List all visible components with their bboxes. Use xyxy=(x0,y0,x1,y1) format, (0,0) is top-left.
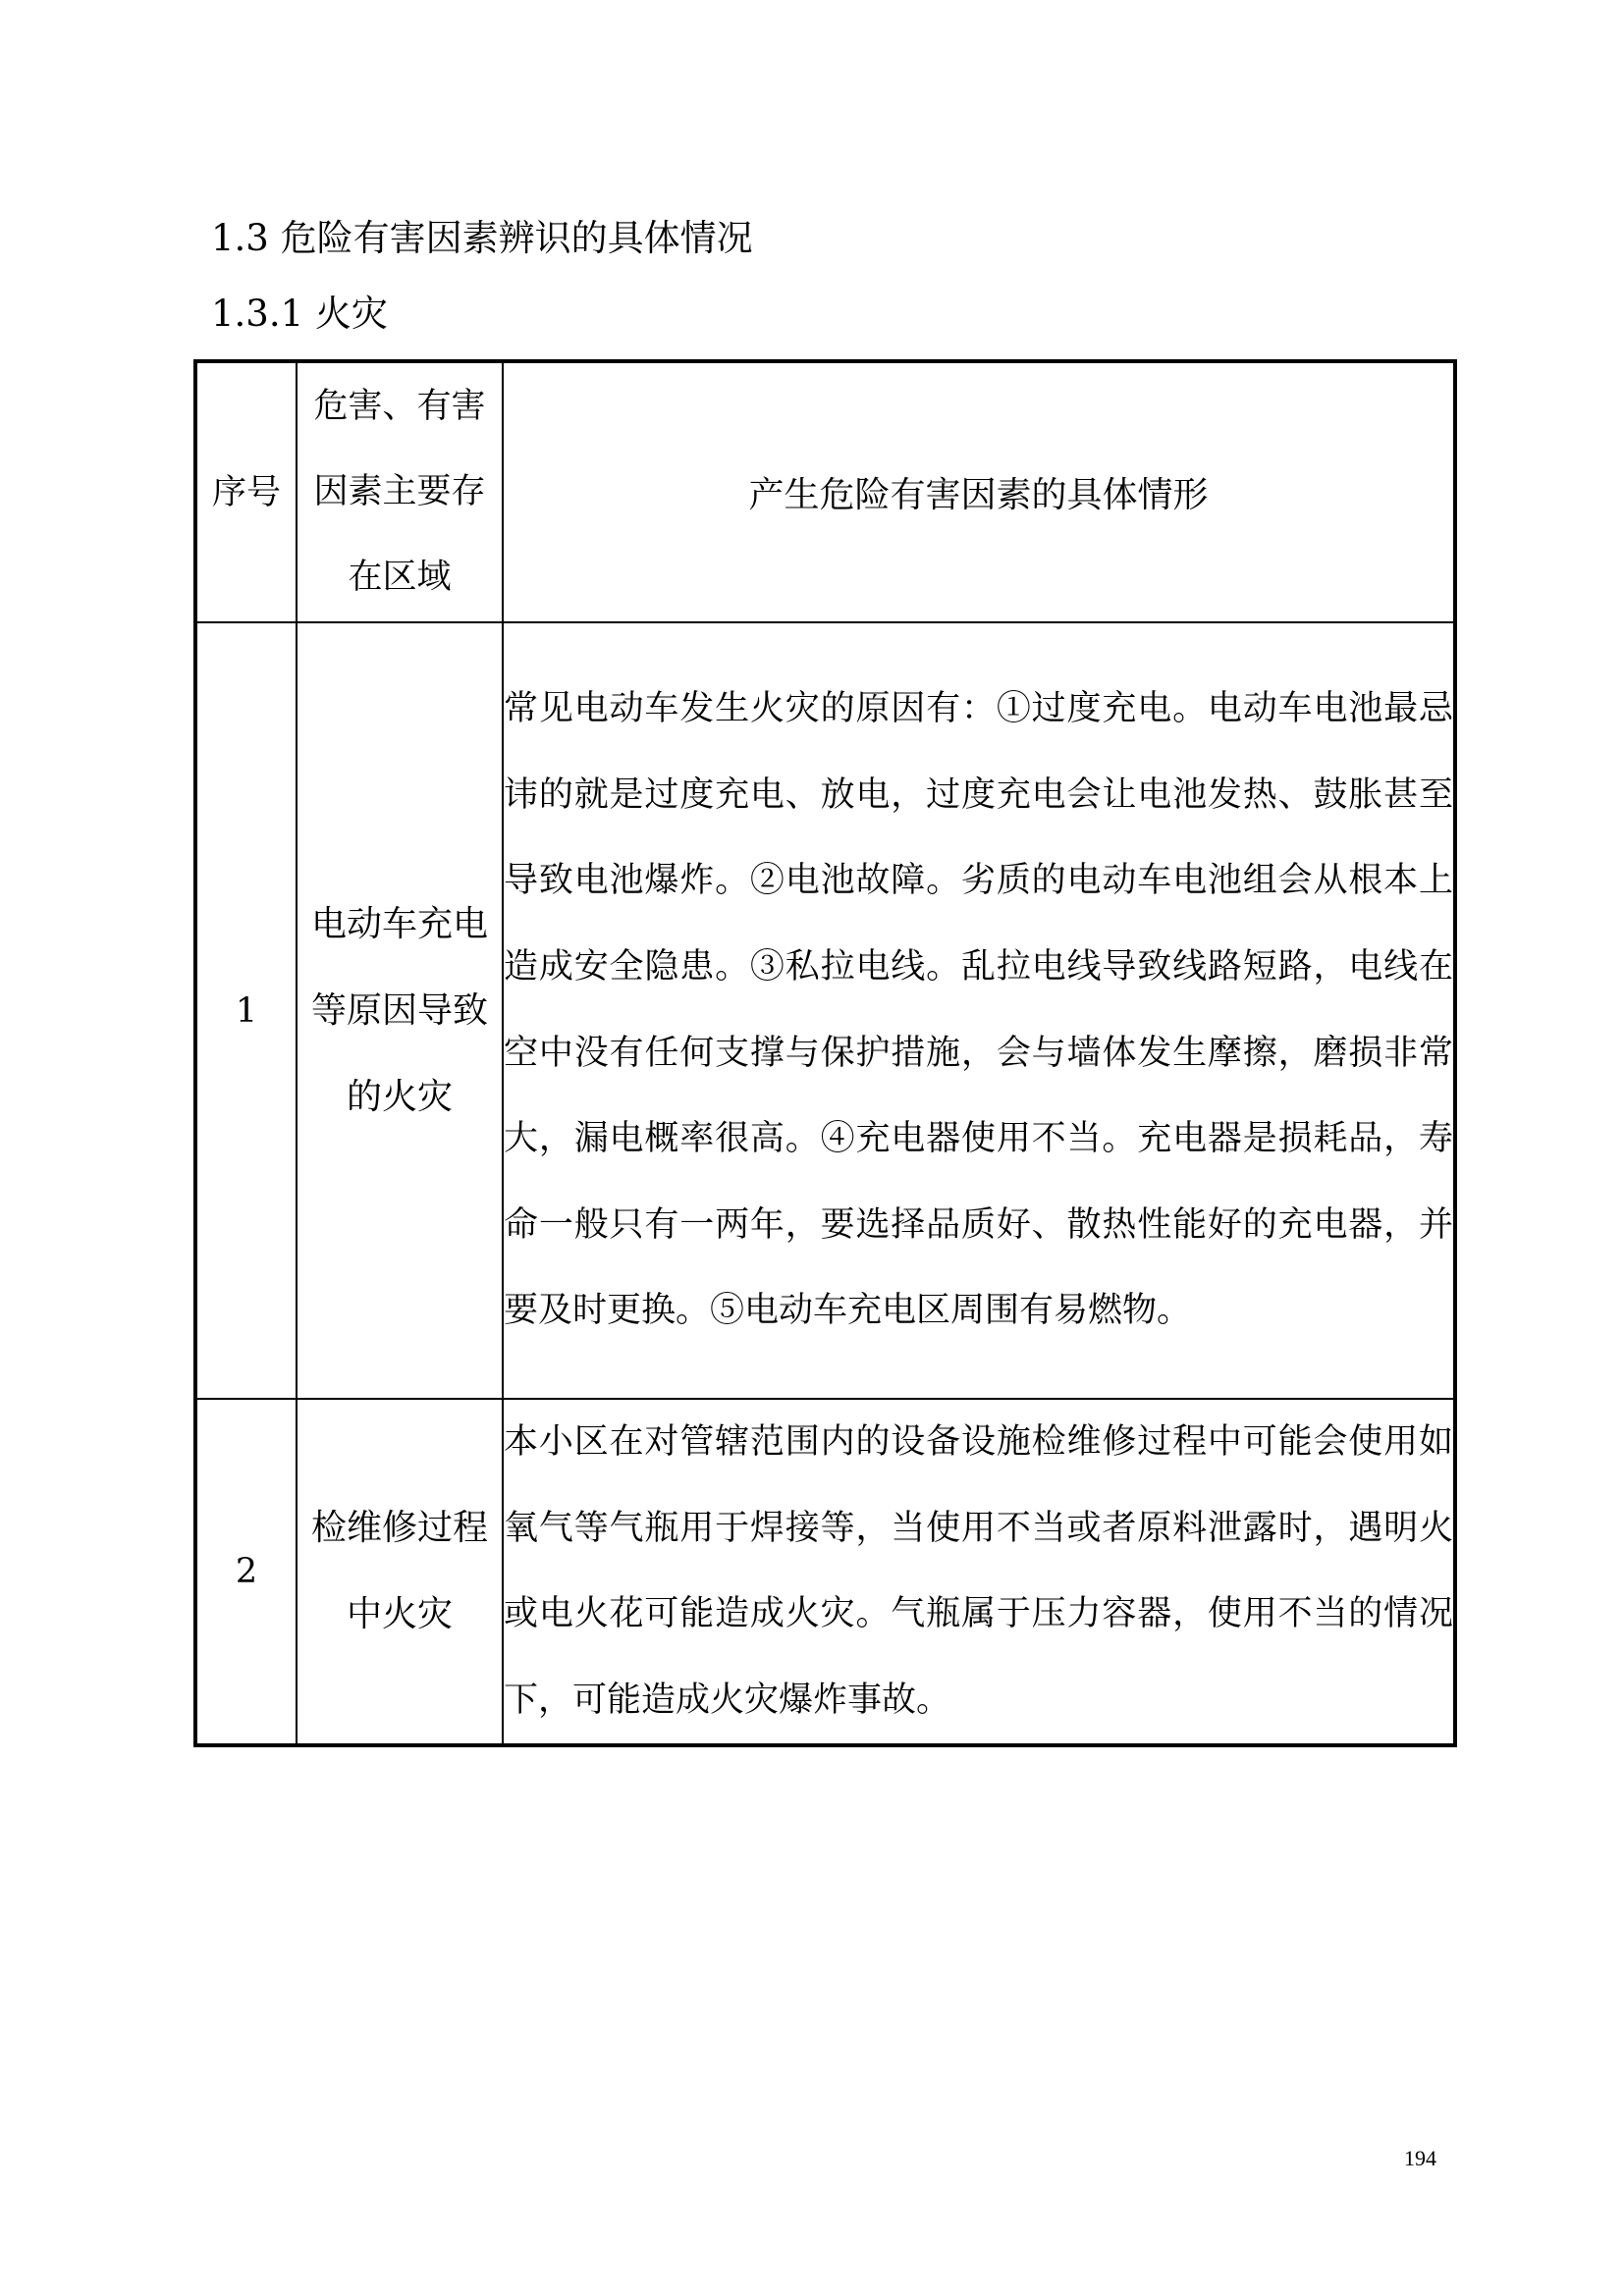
page-number: 194 xyxy=(1404,2146,1436,2170)
section-title: 1.3 危险有害因素辨识的具体情况 xyxy=(211,217,753,259)
table-row xyxy=(195,1399,1455,1745)
hazard-table xyxy=(193,359,1457,1747)
row-area: 检维修过程中火灾 xyxy=(297,1399,503,1745)
header-desc: 产生危险有害因素的具体情形 xyxy=(503,361,1455,622)
row-desc: 常见电动车发生火灾的原因有：①过度充电。电动车电池最忌讳的就是过度充电、放电，过度充电会让电池发热、鼓胀甚至导致电池爆炸。②电池故障。劣质的电动车电池组会从根本上造成安全隐患。③私拉电线。乱拉电线导致线路短路，电线在空中没有任何支撑与保护措施，会与墙体发生摩擦，磨损非常大，漏电概率很高。④充电器使用不当。充电器是损耗品，寿命一般只有一两年，要选择品质好、散热性能好的充电器，并要及时更换。⑤电动车充电区周围有易燃物。 xyxy=(503,622,1455,1399)
row-area: 电动车充电等原因导致的火灾 xyxy=(297,622,503,1399)
header-area: 危害、有害因素主要存在区域 xyxy=(297,361,503,622)
table-header-row xyxy=(195,361,1455,622)
row-no: 1 xyxy=(195,622,297,1399)
section-subtitle: 1.3.1 火灾 xyxy=(211,293,388,335)
row-desc: 本小区在对管辖范围内的设备设施检维修过程中可能会使用如氧气等气瓶用于焊接等，当使用不当或者原料泄露时，遇明火或电火花可能造成火灾。气瓶属于压力容器，使用不当的情况下，可能造成火灾爆炸事故。 xyxy=(503,1399,1455,1745)
row-no: 2 xyxy=(195,1399,297,1745)
header-no: 序号 xyxy=(195,361,297,622)
table-row xyxy=(195,622,1455,1399)
